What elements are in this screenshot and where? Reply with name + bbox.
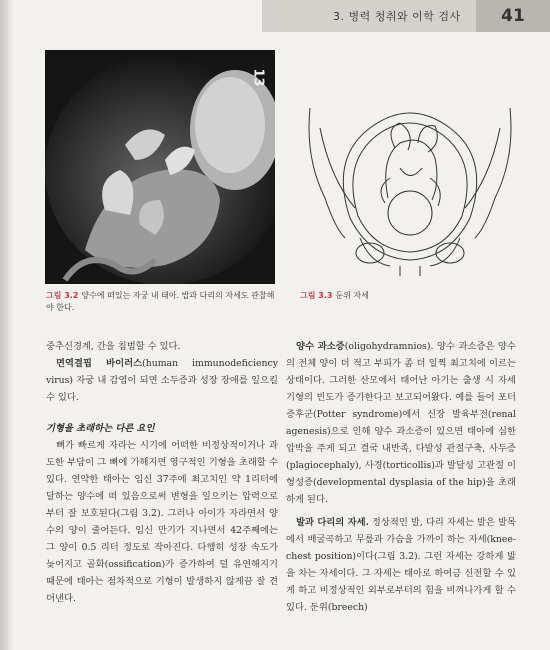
page-number: 41 [476, 0, 550, 32]
right-column [286, 338, 516, 616]
foot-leg-posture-text: 정상적인 발, 다리 자세는 발은 발목에서 배굴곡하고 무릎과 가슴을 가까이 하는 자세(knee-chest position)이다(그림 3.2). 그런 자세는 강하게 밟을 차는 자세이다. 그 자세는 태아로 하여금 신전할 수 있게 하고 비정상적인 외부로부터의 힘을 비껴나가게 할 수 있다. 둔위(breech) [286, 517, 516, 613]
hiv-term: 면역결핍 바이러스 [56, 358, 143, 369]
hiv-paragraph [46, 355, 278, 406]
figure-3-3-label: 그림 3.3 [300, 291, 333, 300]
deformity-paragraph: 뼈가 빠르게 자라는 시기에 어떠한 비정상적이거나 과도한 부담이 그 뼈에 가해지면 영구적인 기형을 초래할 수 있다. 연약한 태아는 임신 37주에 최고치인 약 1리터에 달하는 양수에 떠 있음으로써 변형을 일으키는 압력으로부터 잘 보호된다(그림 3.2). 그러나 아이가 자라면서 양수의 양이 줄어든다. 임신 만기가 지나면서 42주째에는 그 양이 0.5 리터 정도로 작아진다. 다행히 성장 속도가 늦어지고 골화(ossification)가 증가하여 덜 유연해지기 때문에 태아는 점차적으로 기형이 발생하지 않게끔 잘 견뎌낸다. [46, 440, 278, 604]
photo-frame-number: 13 [250, 68, 266, 87]
oligohydramnios-text: (oligohydramnios). 양수 과소증은 양수의 전체 양이 더 적고 부피가 좀 더 일찍 최고치에 이르는 상태이다. 그러한 산모에서 태어난 아기는 출생 시 자세 기형의 빈도가 증가한다고 보고되어왔다. 예를 들어 포터 증후군(Potter syndrome)에서 신장 발육부전(renal agenesis)으로 인해 양수 과소증이 있으면 태아에 심한 압박을 주게 되고 결국 내반족, 다발성 관절구축, 사두증(plagiocephaly), 사경(torticollis)과 발달성 고관절 이형성증(developmental dysplasia of the hip)을 초래하게 된다. [286, 341, 516, 505]
left-column [46, 338, 278, 607]
figure-3-3-text: 둔위 자세 [335, 291, 369, 300]
breech-position-drawing [300, 88, 520, 278]
foot-leg-posture-term: 발과 다리의 자세. [296, 517, 369, 528]
figure-3-2-label: 그림 3.2 [46, 291, 79, 300]
oligohydramnios-term: 양수 과소증 [296, 341, 345, 352]
chapter-title: 3. 병력 청취와 이학 검사 [333, 10, 461, 23]
figure-3-2-caption [46, 290, 276, 314]
oligohydramnios-paragraph [286, 338, 516, 508]
hiv-text: (human immunodeficiency virus) 자궁 내 감염이 되면 소두증과 성장 장애를 일으킬 수 있다. [46, 358, 278, 403]
fetus-in-womb-photo [45, 50, 275, 284]
figure-3-3-caption [300, 290, 500, 302]
intro-line: 중추신경계, 간을 침범할 수 있다. [46, 341, 181, 352]
figure-3-2-text: 양수에 떠있는 자궁 내 태아. 밥과 다리의 자세도 관찰해야 한다. [46, 291, 275, 312]
section-subheading: 기형을 초래하는 다른 요인 [46, 423, 155, 434]
foot-leg-posture-paragraph [286, 514, 516, 616]
page-edge-shadow [0, 0, 14, 650]
